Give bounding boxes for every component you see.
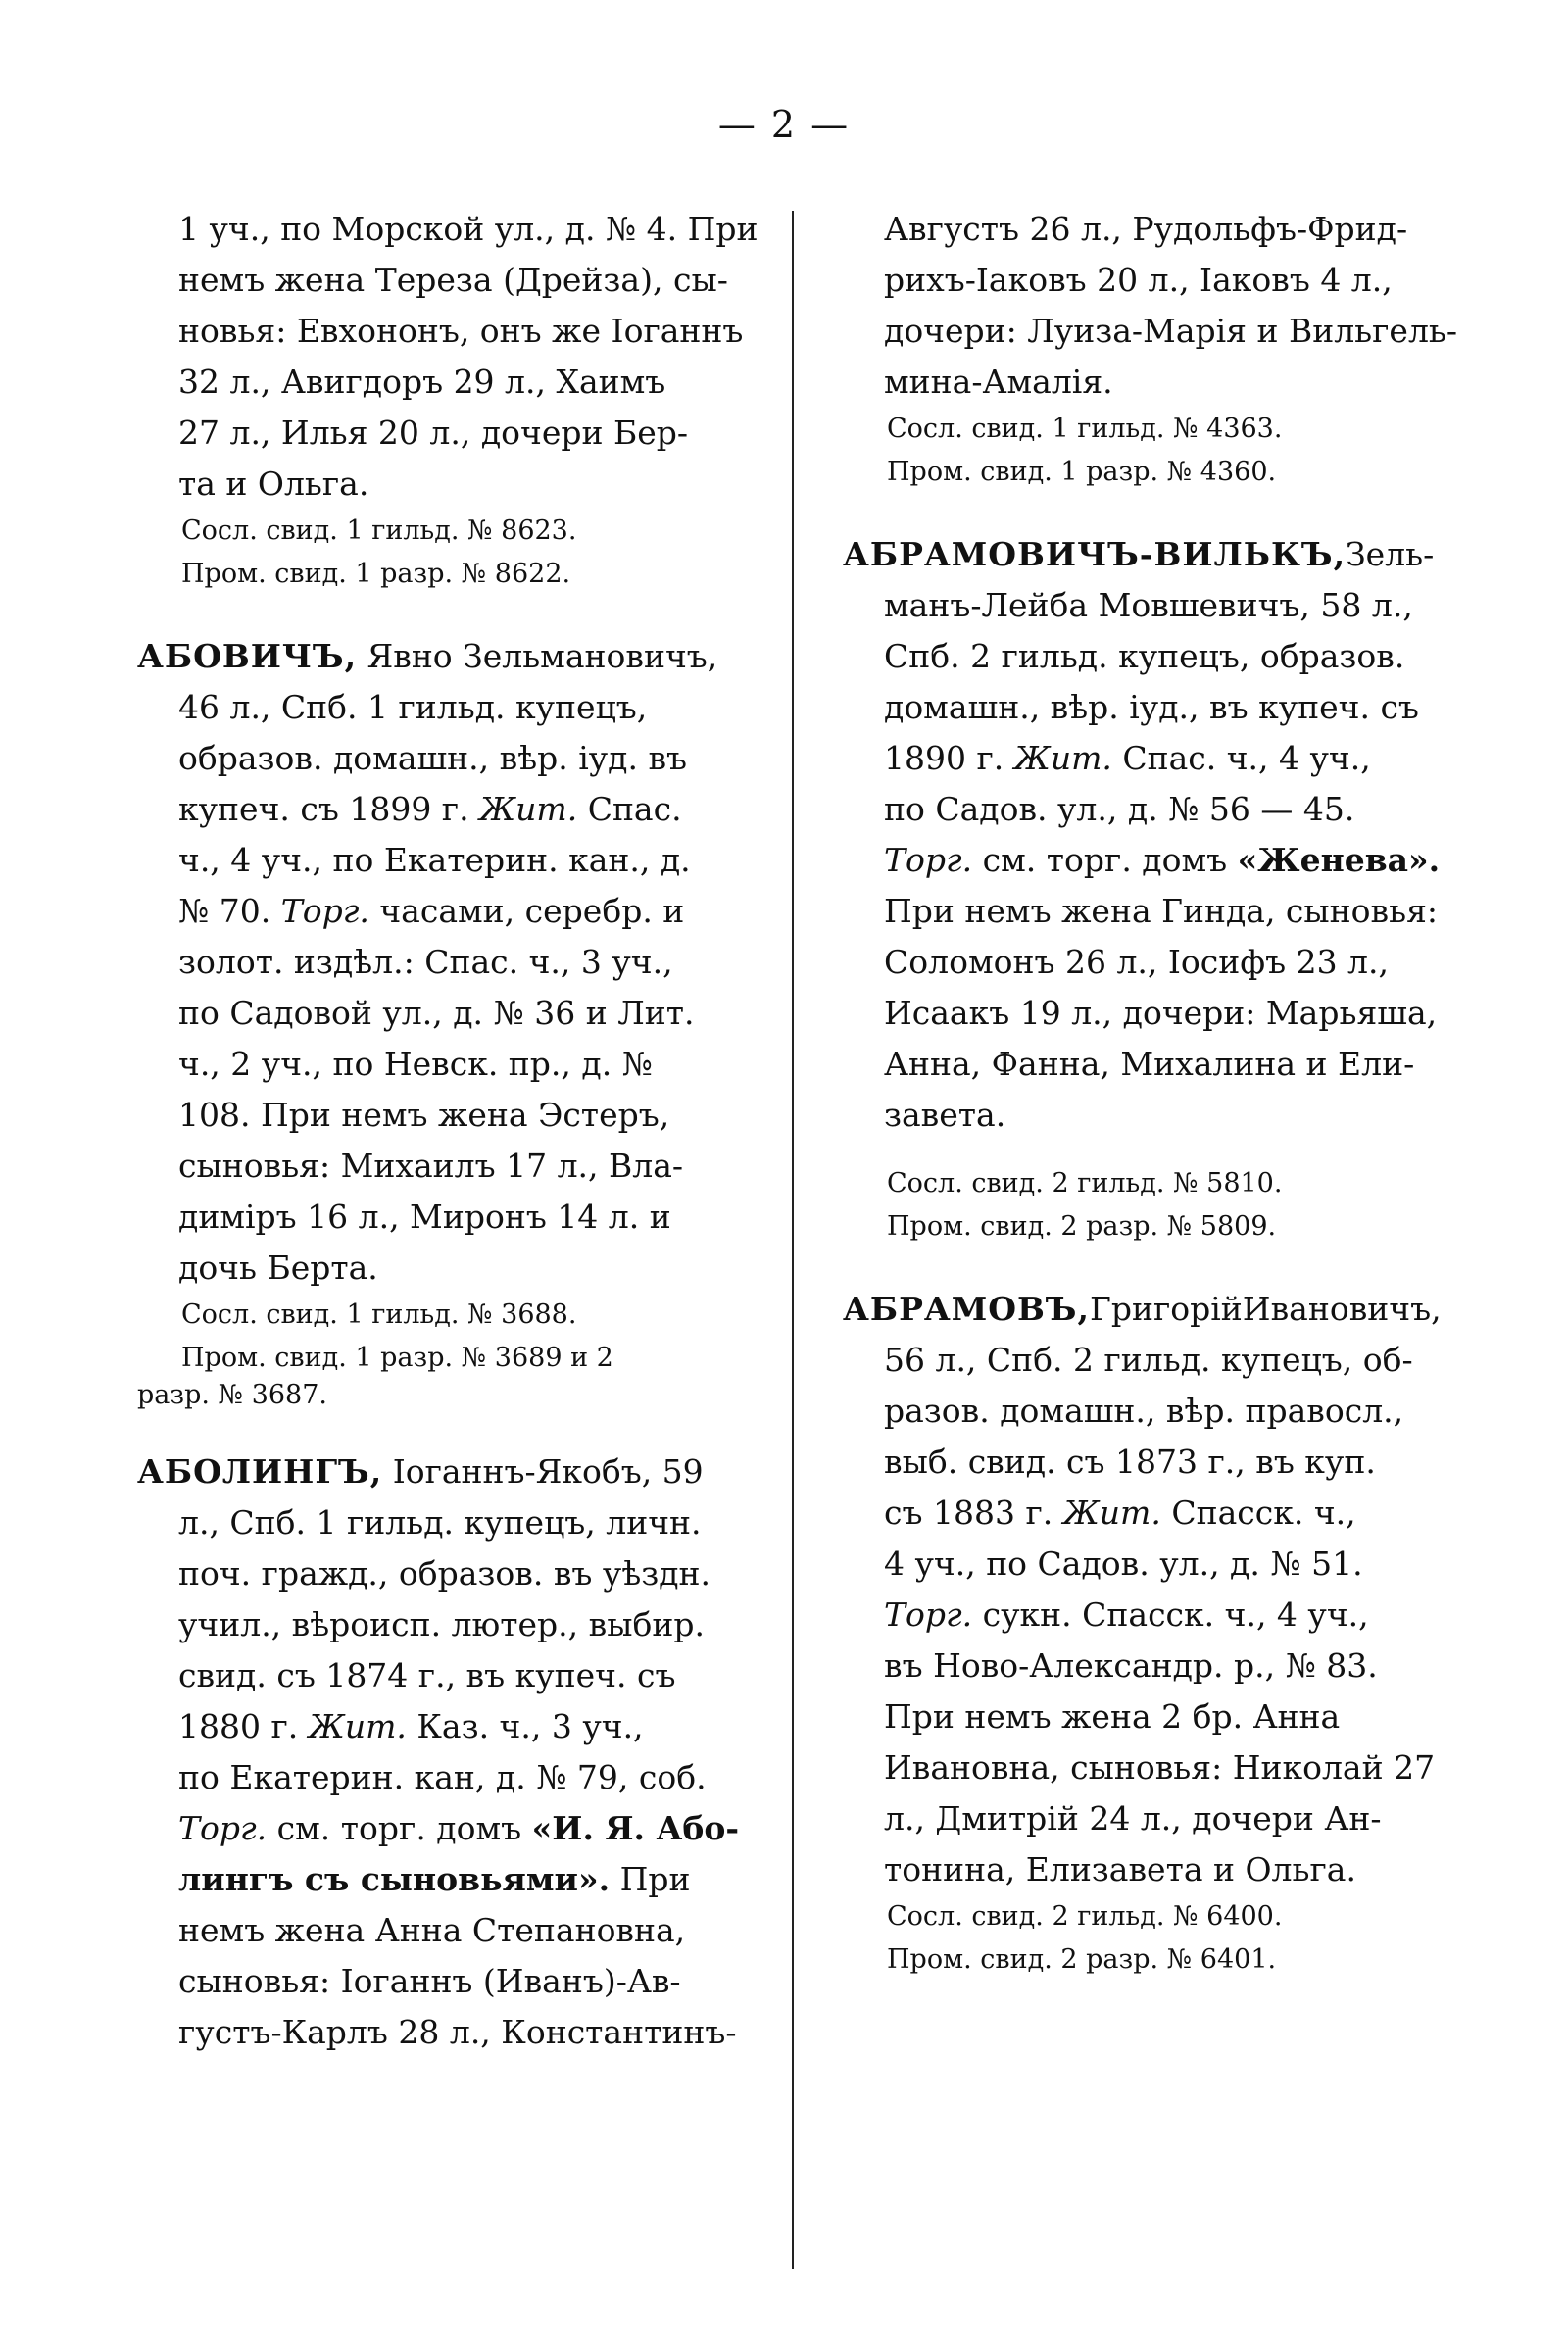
text-line: образов. домашн., вѣр. іуд. въ [178,739,688,777]
text-line: 32 л., Авигдоръ 29 л., Хаимъ [178,363,666,401]
text-segment: см. торг. домъ [267,1809,532,1847]
entry-abolingt [137,1446,764,2058]
entry-abovich [137,631,764,1294]
text-line: та и Ольга. [178,465,369,503]
text-line: Анна, Фанна, Михалина и Ели- [884,1045,1415,1083]
text-segment: 1890 г. [884,739,1014,777]
guild-certificate: Сосл. свид. 1 гильд. № 4363. [887,414,1283,444]
text-line: 56 л., Спб. 2 гильд. купецъ, об- [884,1341,1413,1379]
text-line: по Садов. ул., д. № 56 — 45. [884,790,1355,828]
entry-given-name: Зель- [1346,535,1435,573]
entry-given-name: ГригорійИвановичъ, [1090,1290,1442,1328]
trade-label: Торг. [884,841,973,879]
text-segment: Спас. ч., 4 уч., [1111,739,1371,777]
text-line: 1 уч., по Морской ул., д. № 4. При [178,210,759,248]
text-line: по Екатерин. кан, д. № 79, соб. [178,1758,707,1796]
residence-label: Жит. [308,1707,407,1745]
trade-house-name: «Женева». [1237,841,1441,879]
text-line: тонина, Елизавета и Ольга. [884,1850,1356,1888]
trade-label: Торг. [280,892,369,930]
entry-given-name: Явно Зельмановичъ, [357,637,718,675]
text-line: немъ жена Тереза (Дрейза), сы- [178,261,728,299]
trade-certificate: Пром. свид. 1 разр. № 3689 и 2 [181,1343,613,1373]
text-line: л., Дмитрій 24 л., дочери Ан- [884,1799,1382,1838]
text-line: золот. издѣл.: Спас. ч., 3 уч., [178,943,673,981]
left-column [137,204,764,2058]
text-line: манъ-Лейба Мовшевичъ, 58 л., [884,586,1413,624]
text-line: 27 л., Илья 20 л., дочери Бер- [178,414,689,452]
text-line: сыновья: Іоганнъ (Иванъ)-Ав- [178,1962,681,2000]
entry-abramov [843,1284,1470,1895]
text-line: выб. свид. съ 1873 г., въ куп. [884,1443,1376,1481]
text-line: При немъ жена Гинда, сыновья: [884,892,1439,930]
guild-certificate: Сосл. свид. 1 гильд. № 3688. [181,1299,577,1330]
guild-certificate: Сосл. свид. 2 гильд. № 6400. [887,1901,1283,1932]
text-line: въ Ново-Александр. р., № 83. [884,1646,1378,1685]
text-segment: см. торг. домъ [972,841,1238,879]
entry-surname: АБОЛИНГЪ, [137,1452,383,1491]
text-segment: Спас. [577,790,682,828]
text-segment: купеч. съ 1899 г. [178,790,480,828]
entry-surname: АБРАМОВЪ, [843,1290,1090,1328]
text-line: Ивановна, сыновья: Николай 27 [884,1748,1436,1787]
text-line: по Садовой ул., д. № 36 и Лит. [178,994,695,1032]
trade-house-name: лингъ съ сыновьями». [178,1860,611,1898]
text-line: домашн., вѣр. іуд., въ купеч. съ [884,688,1419,726]
entry-abramovich-vilk [843,529,1470,1141]
text-segment: сукн. Спасск. ч., 4 уч., [972,1595,1369,1634]
certificate-info [843,1895,1470,1982]
text-line: учил., вѣроисп. лютер., выбир. [178,1605,705,1643]
entry-surname: АБРАМОВИЧЪ-ВИЛЬКЪ, [843,535,1347,573]
certificate-info [843,1162,1470,1249]
text-line: Августъ 26 л., Рудольфъ-Фрид- [884,210,1408,248]
trade-house-name: «И. Я. Або- [531,1809,740,1847]
text-line: новья: Евхононъ, онъ же Іоганнъ [178,312,744,350]
text-segment: съ 1883 г. [884,1494,1063,1532]
text-line: Исаакъ 19 л., дочери: Марьяша, [884,994,1438,1032]
text-line: 108. При немъ жена Эстеръ, [178,1096,670,1134]
certificate-info [137,1294,764,1411]
text-line: сыновья: Михаилъ 17 л., Вла- [178,1147,684,1185]
residence-label: Жит. [479,790,578,828]
residence-label: Жит. [1062,1494,1161,1532]
right-column [843,204,1470,1982]
text-line: диміръ 16 л., Миронъ 14 л. и [178,1198,671,1236]
text-segment: При [610,1860,691,1898]
text-line: поч. гражд., образов. въ уѣздн. [178,1554,711,1592]
text-segment: 1880 г. [178,1707,309,1745]
text-line: Соломонъ 26 л., Іосифъ 23 л., [884,943,1389,981]
trade-label: Торг. [884,1595,973,1634]
trade-certificate: Пром. свид. 1 разр. № 8622. [181,559,571,589]
text-line: мина-Амалія. [884,363,1113,401]
trade-certificate: Пром. свид. 2 разр. № 5809. [887,1211,1277,1242]
text-line: 4 уч., по Садов. ул., д. № 51. [884,1544,1363,1583]
trade-label: Торг. [178,1809,268,1847]
continued-entry [137,204,764,510]
entry-surname: АБОВИЧЪ, [137,637,358,675]
text-line: ч., 2 уч., по Невск. пр., д. № [178,1045,653,1083]
text-segment: Спасск. ч., [1160,1494,1356,1532]
continued-entry [843,204,1470,408]
trade-certificate-cont: разр. № 3687. [137,1380,327,1410]
text-line: При немъ жена 2 бр. Анна [884,1697,1341,1736]
text-line: дочь Берта. [178,1249,378,1287]
text-line: немъ жена Анна Степановна, [178,1911,686,1949]
text-segment: № 70. [178,892,281,930]
text-line: густъ-Карлъ 28 л., Константинъ- [178,2013,737,2051]
text-line: л., Спб. 1 гильд. купецъ, личн. [178,1503,702,1542]
text-line: рихъ-Іаковъ 20 л., Іаковъ 4 л., [884,261,1393,299]
trade-certificate: Пром. свид. 2 разр. № 6401. [887,1944,1277,1975]
guild-certificate: Сосл. свид. 2 гильд. № 5810. [887,1168,1283,1199]
column-divider [792,211,794,2269]
text-line: ч., 4 уч., по Екатерин. кан., д. [178,841,691,879]
text-segment: часами, серебр. и [368,892,685,930]
trade-certificate: Пром. свид. 1 разр. № 4360. [887,457,1277,487]
entry-given-name: Іоганнъ-Якобъ, 59 [382,1452,704,1491]
text-segment: Каз. ч., 3 уч., [406,1707,644,1745]
certificate-info [137,510,764,596]
residence-label: Жит. [1013,739,1112,777]
text-line: завета. [884,1096,1006,1134]
certificate-info [843,408,1470,494]
text-line: разов. домашн., вѣр. правосл., [884,1392,1404,1430]
text-line: свид. съ 1874 г., въ купеч. съ [178,1656,676,1694]
text-line: Спб. 2 гильд. купецъ, образов. [884,637,1405,675]
text-line: 46 л., Спб. 1 гильд. купецъ, [178,688,648,726]
text-line: дочери: Луиза-Марія и Вильгель- [884,312,1458,350]
page-number: — 2 — [717,103,851,146]
guild-certificate: Сосл. свид. 1 гильд. № 8623. [181,515,577,546]
